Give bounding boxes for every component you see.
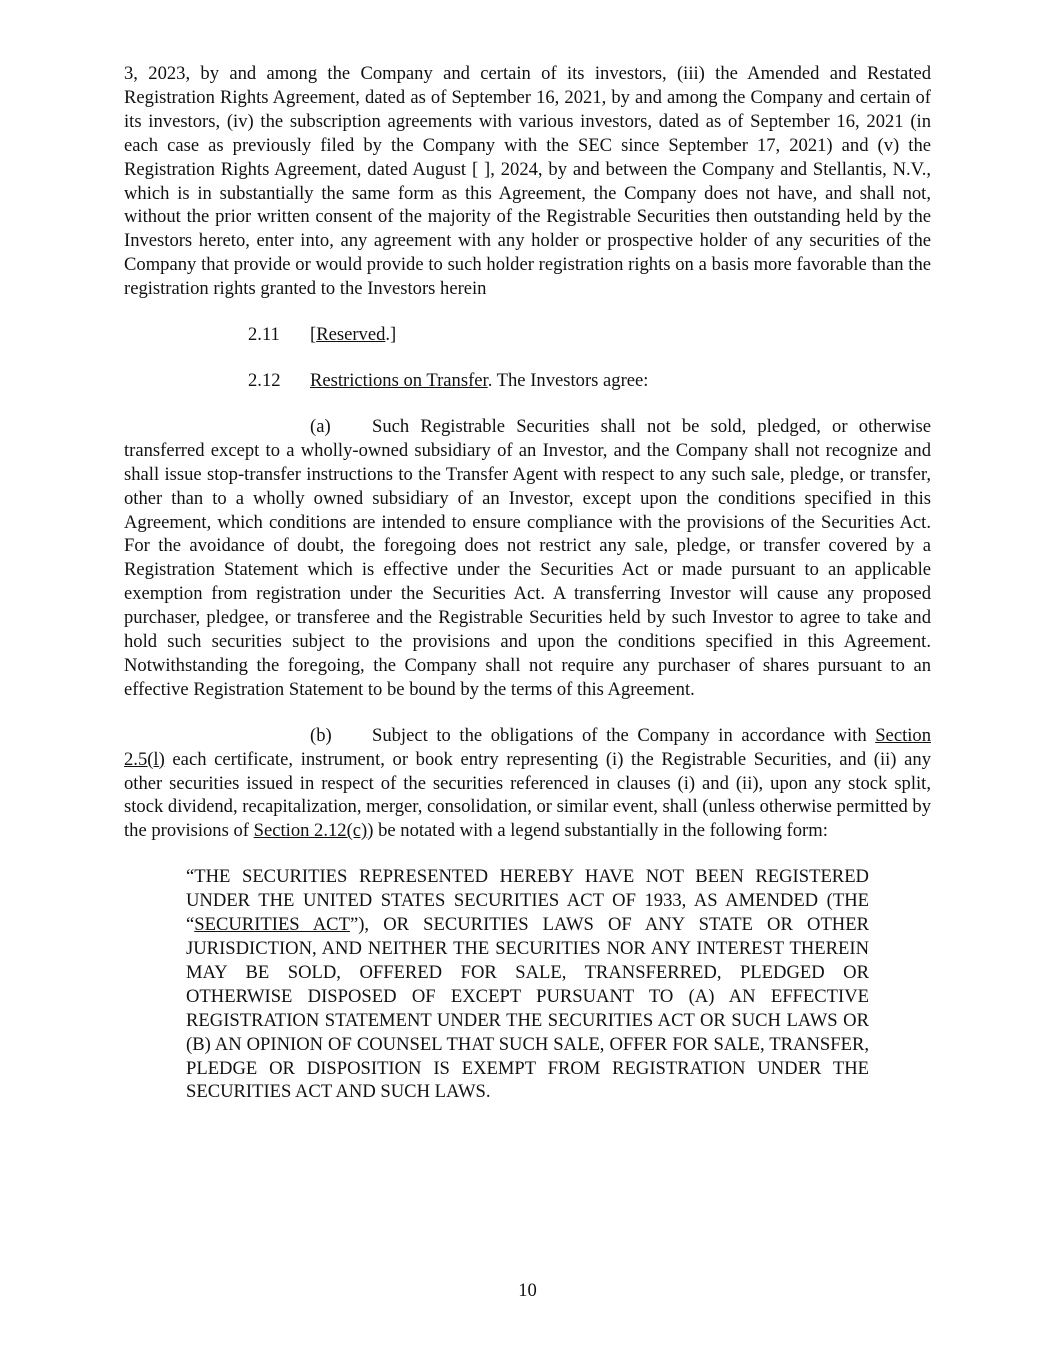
subsection-a-letter: (a) [310,415,331,437]
subsection-b [124,724,931,844]
document-page [124,62,931,1104]
section-2-11-title: Reserved [316,324,386,346]
section-2-5-l-reference: Section 2.5(l) [124,724,931,770]
section-2-11-number: 2.11 [248,324,280,346]
page-number: 10 [518,1280,537,1301]
restrictive-legend [186,865,869,1104]
legend-part-2: ”), OR SECURITIES LAWS OF ANY STATE OR OTHER JURISDICTION, AND NEITHER THE SECURITIES NOR ANY INTEREST THEREIN MAY BE SOLD, OFFERED FOR SALE, TRANSFERRED, PLEDGED OR OTHERWISE DISPOSED OF EXCEPT PURSUANT TO (A) AN EFFECTIVE REGISTRATION STATEMENT UNDER THE SECURITIES ACT OR SUCH LAWS OR (B) AN OPINION OF COUNSEL THAT SUCH SALE, OFFER FOR SALE, TRANSFER, PLEDGE OR DISPOSITION IS EXEMPT FROM REGISTRATION UNDER THE SECURITIES ACT AND SUCH LAWS. [186,914,869,1103]
section-2-12-number: 2.12 [248,369,281,391]
section-2-11 [124,323,931,347]
subsection-a-text: Such Registrable Securities shall not be sold, pledged, or otherwise transferred except to a wholly-owned subsidiary of an Investor, and the Company shall not recognize and shall issue stop-transfer instructions to the Transfer Agent with respect to any such sale, pledge, or transfer, other than to a wholly owned subsidiary of an Investor, except upon the conditions specified in this Agreement, which conditions are intended to ensure compliance with the provisions of the Securities Act. For the avoidance of doubt, the foregoing does not restrict any sale, pledge, or transfer covered by a Registration Statement which is effective under the Securities Act or made pursuant to an applicable exemption from registration under the Securities Act. A transferring Investor will cause any proposed purchaser, pledgee, or transferee and the Registrable Securities held by such Investor to agree to take and hold such securities subject to the provisions and upon the conditions specified in this Agreement. Notwithstanding the foregoing, the Company shall not require any purchaser of shares pursuant to an effective Registration Statement to be bound by the terms of this Agreement. [124,415,931,700]
subsection-b-text-1: Subject to the obligations of the Company in accordance with [372,724,876,746]
legend-defined-term: SECURITIES ACT [194,914,350,936]
subsection-b-text-3: ) be notated with a legend substantially in the following form: [367,820,828,842]
subsection-b-letter: (b) [310,724,332,746]
section-2-11-open-bracket: [ [310,324,317,346]
section-2-11-close: .] [385,324,397,346]
subsection-b-text-2: each certificate, instrument, or book entry representing (i) the Registrable Securities, and (ii) any other securities issued in respect of the securities referenced in clauses (i) and (ii), upon any stock split, stock dividend, recapitalization, merger, consolidation, or similar event, shall (unless otherwise permitted by the provisions of [124,748,932,842]
section-2-12-c-reference: Section 2.12(c) [253,820,368,842]
section-2-12-lead: . The Investors agree: [487,369,649,391]
subsection-a [124,415,931,702]
section-2-12-title: Restrictions on Transfer [310,369,488,391]
section-2-12 [124,369,931,393]
intro-paragraph: 3, 2023, by and among the Company and certain of its investors, (iii) the Amended and Restated Registration Rights Agreement, dated as of September 16, 2021, by and among the Company and certain of its investors, (iv) the subscription agreements with various investors, dated as of September 16, 2021 (in each case as previously filed by the Company with the SEC since September 17, 2021) and (v) the Registration Rights Agreement, dated August [ ], 2024, by and between the Company and Stellantis, N.V., which is in substantially the same form as this Agreement, the Company does not have, and shall not, without the prior written consent of the majority of the Registrable Securities then outstanding held by the Investors hereto, enter into, any agreement with any holder or prospective holder of any securities of the Company that provide or would provide to such holder registration rights on a basis more favorable than the registration rights granted to the Investors herein [124,63,931,300]
legend-part-1: “THE SECURITIES REPRESENTED HEREBY HAVE NOT BEEN REGISTERED UNDER THE UNITED STATES SECURITIES ACT OF 1933, AS AMENDED (THE “ [186,866,869,936]
